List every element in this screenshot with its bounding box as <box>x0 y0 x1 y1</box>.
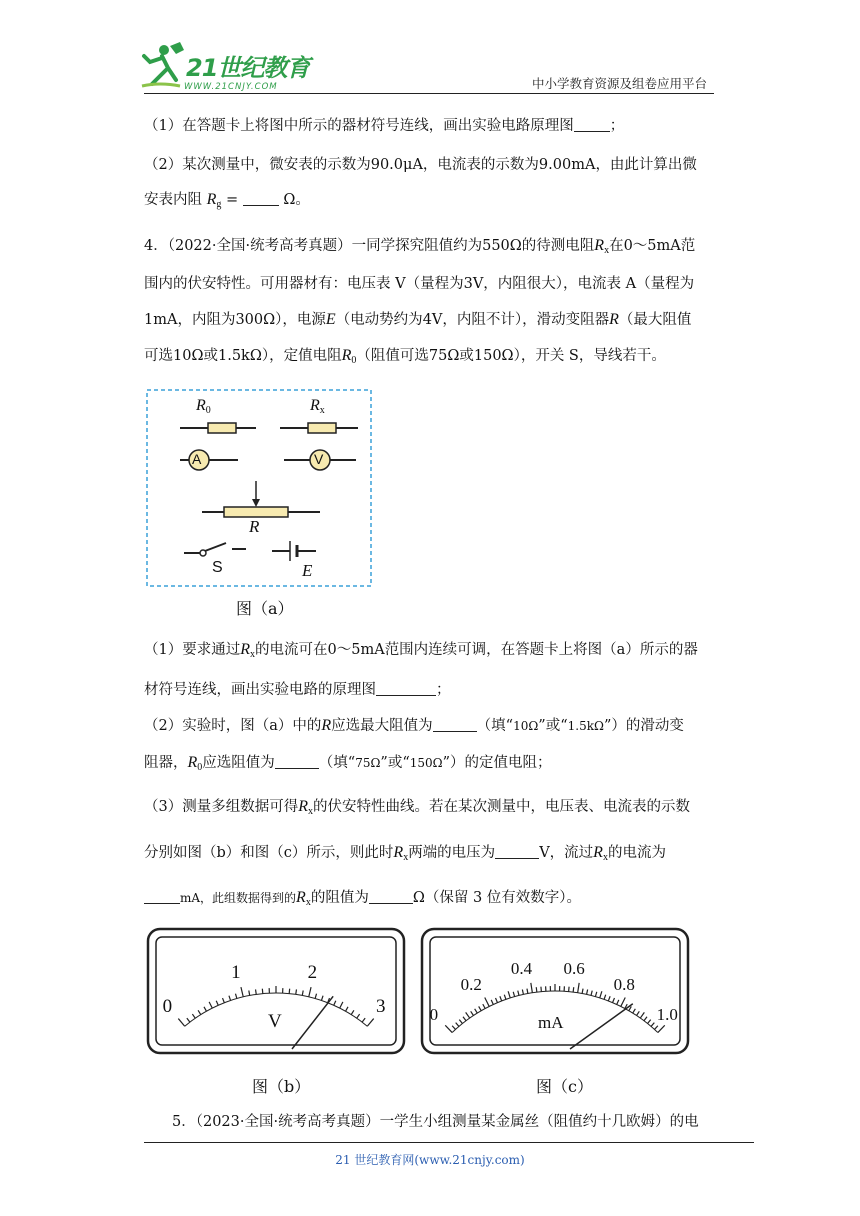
scale-labels-c <box>420 927 690 1055</box>
answer-blank <box>275 754 319 769</box>
voltmeter-dial-b <box>146 927 406 1055</box>
q4-line3: 1mA，内阻为300Ω），电源E（电动势约为4V，内阻不计），滑动变阻器R（最大阻值 <box>144 311 692 328</box>
scale-label: 0.4 <box>510 958 533 978</box>
caption-c: 图（c） <box>536 1077 593 1096</box>
scale-label: 0.8 <box>613 974 635 994</box>
q4-sub2-line2: 阻器，$R_0$应选阻值为 （填“75Ω”或“150Ω”）的定值电阻； <box>144 754 552 773</box>
unit-label-c: mA <box>538 1013 564 1032</box>
label-v: V <box>314 451 324 467</box>
label-r0: $R_0$ <box>196 397 211 416</box>
answer-blank <box>369 889 413 904</box>
label-a: A <box>192 451 202 467</box>
rheostat-icon <box>224 507 288 517</box>
caption-a: 图（a） <box>236 599 294 618</box>
scale-label: 0 <box>429 1005 439 1025</box>
label-e: E <box>302 561 313 580</box>
q4-sub1-line1: （1）要求通过$R_x$的电流可在0～5mA范围内连续可调，在答题卡上将图（a）所示的器 <box>144 641 698 660</box>
q4-sub2-line1: （2）实验时，图（a）中的R应选最大阻值为 （填“10Ω”或“1.5kΩ”）的滑动变 <box>144 717 684 734</box>
q4-sub3-line2: 分别如图（b）和图（c）所示，则此时$R_x$两端的电压为 V，流过$R_x$的电流为 <box>144 844 666 863</box>
answer-blank <box>495 844 539 859</box>
milliammeter-dial-c <box>420 927 690 1055</box>
unit-label-b: V <box>268 1011 282 1032</box>
header-divider <box>144 93 714 94</box>
q3-part1: （1）在答题卡上将图中所示的器材符号连线，画出实验电路原理图 ； <box>144 118 625 134</box>
scale-labels-b <box>146 927 406 1055</box>
scale-label: 0.2 <box>460 974 482 994</box>
q4-sub3-line1: （3）测量多组数据可得$R_x$的伏安特性曲线。若在某次测量中，电压表、电流表的示数 <box>144 798 691 817</box>
scale-label: 2 <box>307 962 318 984</box>
figure-a <box>146 389 372 587</box>
answer-blank <box>574 117 610 132</box>
header <box>0 0 860 100</box>
scale-label: 1.0 <box>656 1005 678 1025</box>
answer-blank <box>243 191 279 206</box>
footer-divider <box>144 1142 754 1143</box>
q4-line4: 可选10Ω或1.5kΩ），定值电阻$R_0$（阻值可选75Ω或150Ω），开关 S，导线若干。 <box>144 347 666 366</box>
footer-link[interactable]: 21 世纪教育网(www.21cnjy.com) <box>335 1153 525 1167</box>
q4-sub1-line2: 材符号连线，画出实验电路的原理图 ； <box>144 682 451 698</box>
runner-logo-icon <box>140 40 188 90</box>
q3-part3: 安表内阻 $R_g = \Omega$。 <box>144 191 310 210</box>
caption-b: 图（b） <box>252 1077 311 1096</box>
q4-sub3-line3: mA，此组数据得到的$R_x$的阻值为 Ω（保留 3 位有效数字）。 <box>144 888 581 913</box>
answer-blank <box>376 681 436 696</box>
figure-border <box>147 390 371 586</box>
label-rx: $R_x$ <box>310 397 325 416</box>
header-slogan: 中小学教育资源及组卷应用平台 <box>532 76 708 91</box>
resistor-rx-icon <box>308 423 336 433</box>
answer-blank <box>144 889 180 904</box>
circuit-components <box>146 389 372 587</box>
answer-blank <box>433 717 477 732</box>
resistor-r0-icon <box>208 423 236 433</box>
logo-url: WWW.21CNJY.COM <box>184 82 278 92</box>
q4-line1: 4．（2022·全国·统考高考真题）一同学探究阻值约为550Ω的待测电阻$R_x$在0～5mA范 <box>144 237 696 256</box>
scale-label: 3 <box>376 996 386 1018</box>
q3-part2: （2）某次测量中，微安表的示数为90.0μA，电流表的示数为9.00mA，由此计算出微 <box>144 157 697 173</box>
scale-label: 1 <box>231 962 241 984</box>
scale-label: 0 <box>162 996 173 1018</box>
label-s: S <box>212 559 223 576</box>
q4-line2: 围内的伏安特性。可用器材有：电压表 V（量程为3V，内阻很大），电流表 A（量程为 <box>144 276 695 292</box>
label-r: R <box>249 517 260 536</box>
scale-label: 0.6 <box>563 958 585 978</box>
logo-text: 21世纪教育 <box>186 54 310 82</box>
q5-line1: 5．（2023·全国·统考高考真题）一学生小组测量某金属丝（阻值约十几欧姆）的电 <box>172 1114 699 1130</box>
